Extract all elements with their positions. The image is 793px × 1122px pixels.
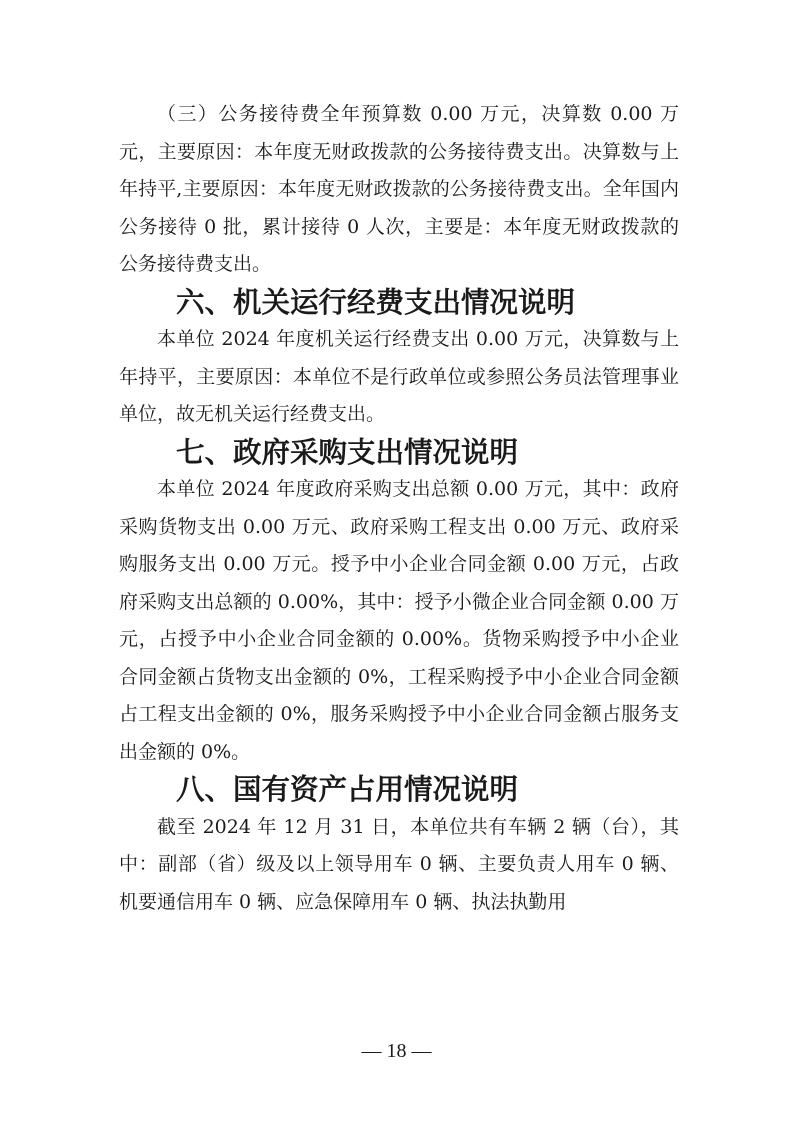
- paragraph-state-assets: 截至 2024 年 12 月 31 日，本单位共有车辆 2 辆（台），其中：副部（省）级及以上领导用车 0 辆、主要负责人用车 0 辆、机要通信用车 0 辆、应急保障用车 0 辆、执法执勤用: [119, 815, 679, 913]
- page-number: — 18 —: [361, 1040, 432, 1062]
- section-heading-operating-expenses: 六、机关运行经费支出情况说明: [176, 285, 576, 319]
- paragraph-operating-expenses: 本单位 2024 年度机关运行经费支出 0.00 万元，决算数与上年持平，主要原因：本单位不是行政单位或参照公务员法管理事业单位，故无机关运行经费支出。: [119, 328, 679, 425]
- section-heading-state-assets: 八、国有资产占用情况说明: [176, 773, 519, 806]
- document-body: [119, 96, 679, 921]
- paragraph-procurement: 本单位 2024 年度政府采购支出总额 0.00 万元，其中：政府采购货物支出 0.00 万元、政府采购工程支出 0.00 万元、政府采购服务支出 0.00 万元。授予中小企业合同金额 0.00 万元，占政府采购支出总额的 0.00%，其中：授予小微企业合同金额 0.00 万元，占授予中小企业合同金额的 0.00%。货物采购授予中小企业合同金额占货物支出金额的 0%，工程采购授予中小企业合同金额占工程支出金额的 0%，服务采购授予中小企业合同金额占服务支出金额的 0%。: [119, 478, 679, 763]
- section-heading-procurement: 七、政府采购支出情况说明: [176, 435, 519, 469]
- paragraph-reception-expenses: （三）公务接待费全年预算数 0.00 万元，决算数 0.00 万元，主要原因：本年度无财政拨款的公务接待费支出。决算数与上年持平,主要原因：本年度无财政拨款的公务接待费支出。全年国内公务接待 0 批，累计接待 0 人次，主要是：本年度无财政拨款的公务接待费支出。: [119, 103, 679, 275]
